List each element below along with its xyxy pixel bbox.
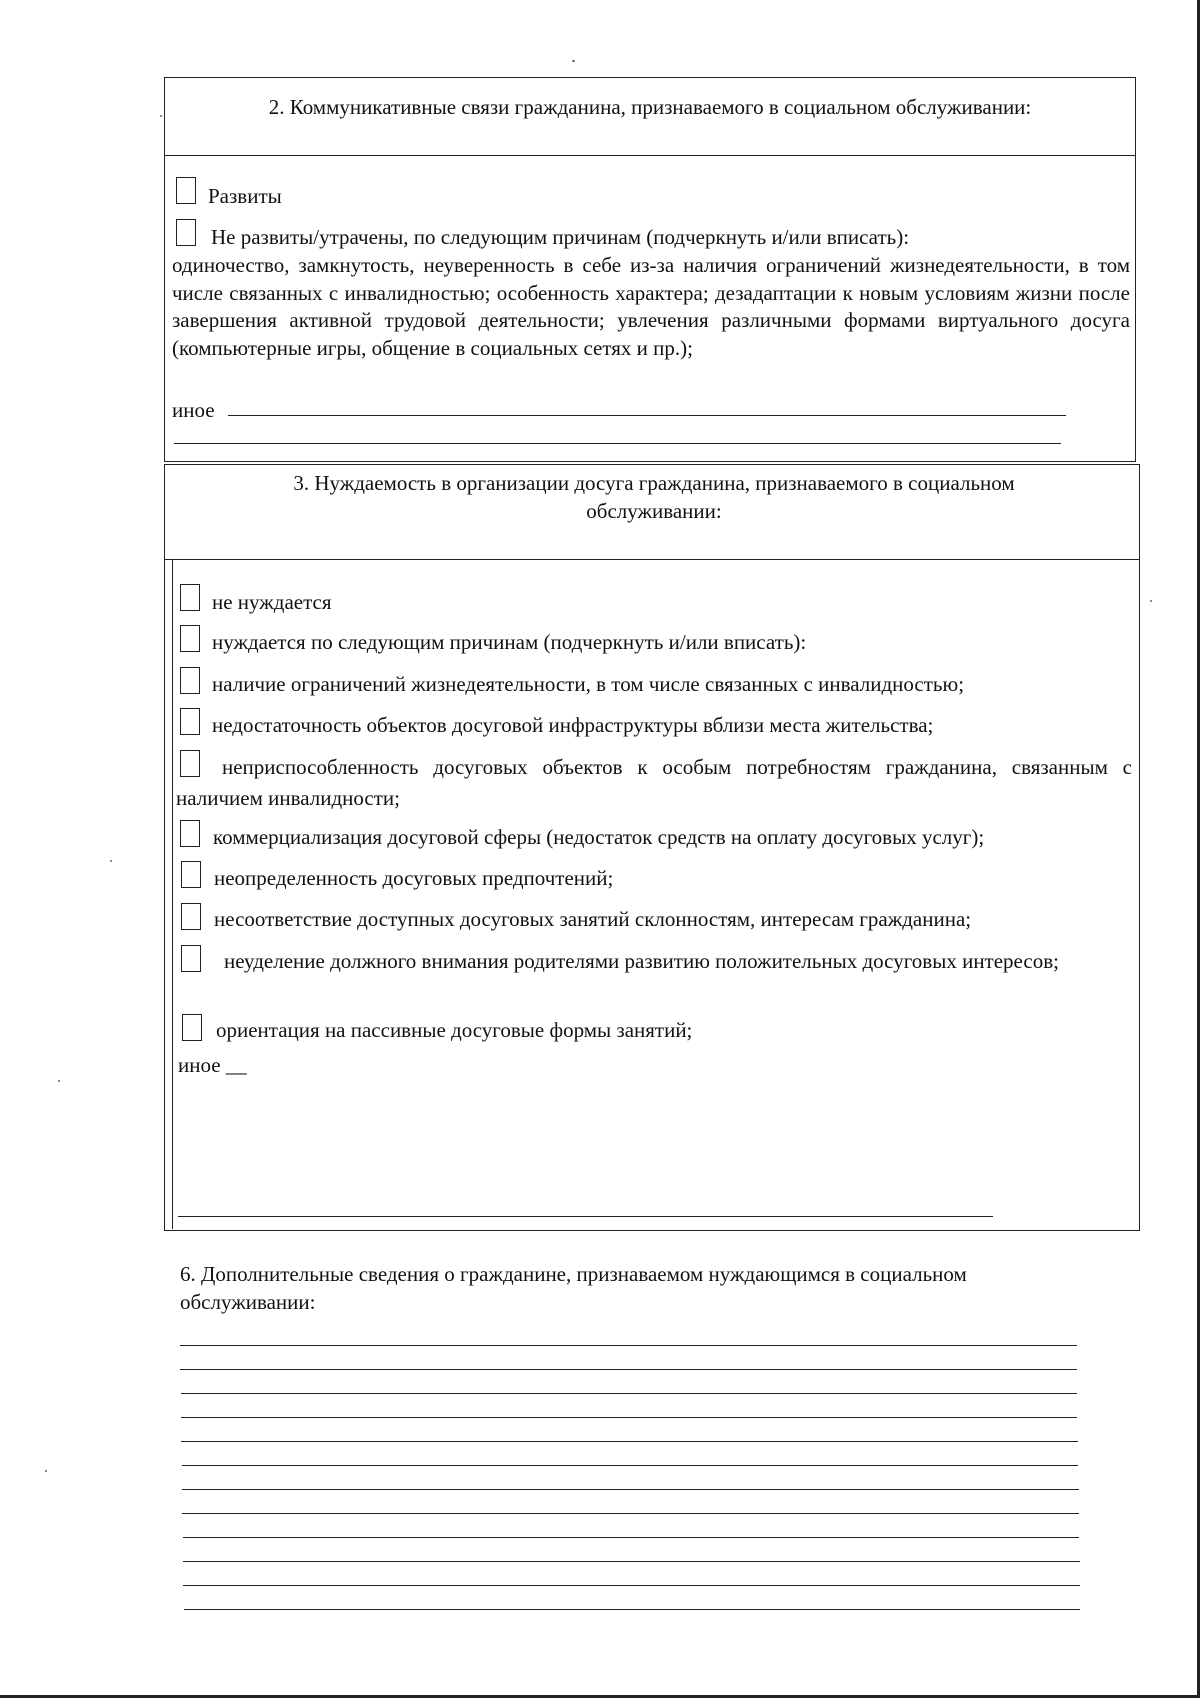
section6-line-2[interactable] (180, 1369, 1077, 1370)
section2-other-label: иное (172, 398, 215, 422)
section6-line-4[interactable] (181, 1417, 1077, 1418)
item-undefined-preferences: неопределенность досуговых предпочтений; (214, 866, 614, 890)
checkbox-not-needed[interactable] (180, 584, 200, 611)
item-commercialization: коммерциализация досуговой сферы (недостаток средств на оплату досуговых услуг); (213, 825, 985, 849)
section6-line-12[interactable] (184, 1609, 1080, 1610)
option-not-developed: Не развиты/утрачены, по следующим причинам (подчеркнуть и/или вписать): (211, 225, 910, 249)
checkbox-disability-limits[interactable] (180, 667, 200, 694)
checkbox-commercialization[interactable] (180, 820, 200, 847)
section6-line-7[interactable] (182, 1489, 1079, 1490)
item-mismatch-interests: несоответствие доступных досуговых занятий склонностям, интересам гражданина; (214, 907, 972, 931)
section6-line-8[interactable] (182, 1513, 1079, 1514)
item-unadapted-objects: неприспособленность досуговых объектов к особым потребностям гражданина, связанным с наличием инвалидности; (176, 755, 1132, 810)
section6-line-6[interactable] (182, 1465, 1078, 1466)
section2-title: 2. Коммуникативные связи гражданина, признаваемого в социальном обслуживании: (268, 95, 1032, 119)
section6-title: 6. Дополнительные сведения о гражданине, признаваемом нуждающимся в социальном обслуживании: (180, 1262, 967, 1314)
checkbox-undefined-preferences[interactable] (181, 861, 201, 888)
item-parental-neglect: неуделение должного внимания родителями развитию положительных досуговых интересов; (224, 949, 1059, 973)
checkbox-lack-infrastructure[interactable] (180, 708, 200, 735)
checkbox-needed[interactable] (180, 625, 200, 652)
scan-speck (160, 115, 162, 117)
item-passive-forms: ориентация на пассивные досуговые формы занятий; (216, 1018, 693, 1042)
section2-other-line-2[interactable] (174, 443, 1061, 444)
scan-speck (572, 60, 575, 62)
option-developed: Развиты (208, 184, 282, 208)
item-needed: нуждается по следующим причинам (подчеркнуть и/или вписать): (212, 630, 807, 654)
section6-line-3[interactable] (181, 1393, 1077, 1394)
checkbox-not-developed[interactable] (176, 219, 196, 246)
section6-line-10[interactable] (183, 1561, 1080, 1562)
section3-inner-left-rule (172, 559, 173, 1229)
section6-line-5[interactable] (181, 1441, 1078, 1442)
item-not-needed: не нуждается (212, 590, 332, 614)
item-disability-limits: наличие ограничений жизнедеятельности, в том числе связанных с инвалидностью; (212, 672, 965, 696)
checkbox-mismatch-interests[interactable] (181, 903, 201, 930)
checkbox-passive-forms[interactable] (182, 1014, 202, 1041)
section2-other-line-1[interactable] (228, 415, 1066, 416)
section3-other-label: иное __ (178, 1053, 247, 1077)
section2-reasons-text: одиночество, замкнутость, неуверенность в себе из-за наличия ограничений жизнедеятельности, в том числе связанных с инвалидностью; особенность характера; дезадаптации к новым условиям жизни после завершения активной трудовой деятельности; увлечения различными формами виртуального досуга (компьютерные игры, общение в социальных сетях и пр.); (172, 253, 1130, 360)
section6-line-1[interactable] (180, 1345, 1077, 1346)
section2-header-divider (164, 155, 1135, 156)
section6-line-9[interactable] (183, 1537, 1079, 1538)
section3-title: 3. Нуждаемость в организации досуга гражданина, признаваемого в социальном обслуживании: (293, 471, 1015, 523)
item-lack-infrastructure: недостаточность объектов досуговой инфраструктуры вблизи места жительства; (212, 713, 934, 737)
scan-speck (110, 860, 112, 862)
section6-line-11[interactable] (183, 1585, 1080, 1586)
section3-other-line[interactable] (178, 1216, 993, 1217)
section3-header-divider (164, 559, 1139, 560)
scan-speck (1150, 600, 1152, 602)
scan-speck (58, 1080, 60, 1082)
scan-speck (45, 1470, 47, 1472)
checkbox-developed[interactable] (176, 177, 196, 204)
